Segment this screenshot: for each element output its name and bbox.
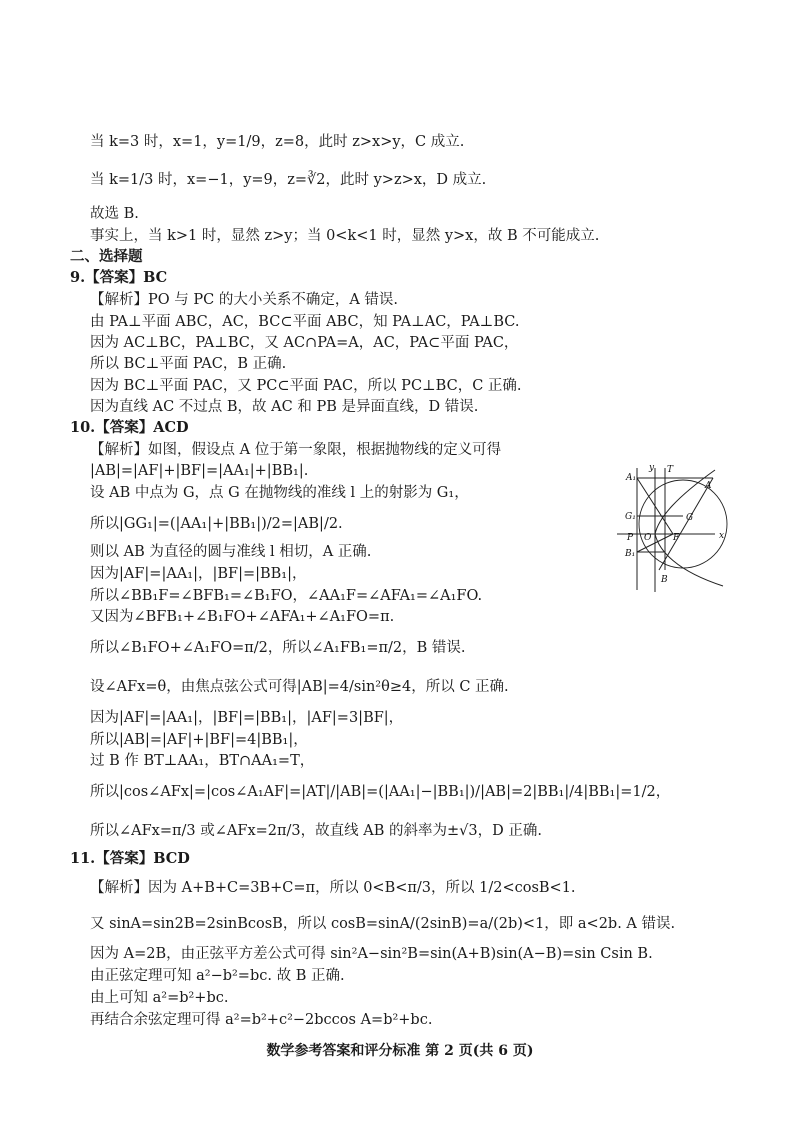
text-line: 当 k=1/3 时，x=−1，y=9，z=∛2，此时 y>z>x，D 成立. [90, 172, 487, 188]
label-t: T [667, 465, 674, 475]
text-line: 又 sinA=sin2B=2sinBcosB，所以 cosB=sinA/(2sinB)=a/(2b)<1，即 a<2b. A 错误. [90, 916, 676, 932]
text-line: 【解析】PO 与 PC 的大小关系不确定，A 错误. [90, 292, 399, 308]
answer-label: 11.【答案】BCD [70, 850, 190, 867]
text-line: 所以∠AFx=π/3 或∠AFx=2π/3，故直线 AB 的斜率为±√3，D 正确. [90, 823, 542, 839]
answer-label: 10.【答案】ACD [70, 419, 189, 436]
text-line: 所以|cos∠AFx|=|cos∠A₁AF|=|AT|/|AB|=(|AA₁|−|BB₁|)/|AB|=2|BB₁|/4|BB₁|=1/2， [90, 784, 671, 800]
label-g: G [686, 513, 694, 523]
text-line: 所以|GG₁|=(|AA₁|+|BB₁|)/2=|AB|/2. [90, 516, 343, 532]
text-line: 【解析】因为 A+B+C=3B+C=π，所以 0<B<π/3，所以 1/2<cosB<1. [90, 880, 576, 896]
text-line: 再结合余弦定理可得 a²=b²+c²−2bccos A=b²+bc. [90, 1012, 433, 1028]
text-line: 因为 A=2B，由正弦平方差公式可得 sin²A−sin²B=sin(A+B)sin(A−B)=sin Csin B. [90, 946, 653, 962]
label-x: x [719, 531, 725, 541]
label-a: A [705, 481, 712, 491]
parabola-figure [615, 462, 740, 594]
text-line: 因为 BC⊥平面 PAC，又 PC⊂平面 PAC，所以 PC⊥BC，C 正确. [90, 378, 522, 394]
text-line: 则以 AB 为直径的圆与准线 l 相切，A 正确. [90, 544, 372, 560]
text-line: 所以|AB|=|AF|+|BF|=4|BB₁|， [90, 732, 308, 748]
label-b: B [661, 575, 668, 585]
text-line: 因为|AF|=|AA₁|，|BF|=|BB₁|，|AF|=3|BF|， [90, 710, 404, 726]
text-line: 又因为∠BFB₁+∠B₁FO+∠AFA₁+∠A₁FO=π. [90, 609, 395, 625]
text-line: 所以∠BB₁F=∠BFB₁=∠B₁FO，∠AA₁F=∠AFA₁=∠A₁FO. [90, 588, 483, 604]
text-line: 当 k=3 时，x=1，y=1/9，z=8，此时 z>x>y，C 成立. [90, 134, 465, 150]
text-line: 所以∠B₁FO+∠A₁FO=π/2，所以∠A₁FB₁=π/2，B 错误. [90, 640, 466, 656]
text-line: 【解析】如图，假设点 A 位于第一象限，根据抛物线的定义可得 [90, 442, 502, 458]
section-heading: 二、选择题 [70, 248, 143, 265]
circle-ab [639, 480, 727, 568]
text-line: 事实上，当 k>1 时，显然 z>y；当 0<k<1 时，显然 y>x，故 B 不可能成立. [90, 228, 600, 244]
label-p: P [627, 533, 634, 543]
text-line: 因为 AC⊥BC，PA⊥BC，又 AC∩PA=A，AC，PA⊂平面 PAC， [90, 335, 519, 351]
text-line: 设 AB 中点为 G，点 G 在抛物线的准线 l 上的射影为 G₁， [90, 485, 469, 501]
text-line: |AB|=|AF|+|BF|=|AA₁|+|BB₁|. [90, 463, 309, 479]
label-b1: B₁ [625, 549, 636, 559]
answer-label: 9.【答案】BC [70, 269, 168, 286]
text-line: 故选 B. [90, 206, 139, 222]
page-footer: 数学参考答案和评分标准 第 2 页(共 6 页) [266, 1043, 534, 1059]
text-line: 过 B 作 BT⊥AA₁，BT∩AA₁=T， [90, 753, 315, 769]
label-o: O [644, 533, 652, 543]
text-line: 所以 BC⊥平面 PAC，B 正确. [90, 356, 287, 372]
text-line: 由上可知 a²=b²+bc. [90, 990, 229, 1006]
text-line: 因为直线 AC 不过点 B，故 AC 和 PB 是异面直线，D 错误. [90, 399, 479, 415]
text-line: 由正弦定理可知 a²−b²=bc. 故 B 正确. [90, 968, 345, 984]
label-g1: G₁ [625, 512, 636, 522]
label-a1: A₁ [626, 473, 637, 483]
text-line: 设∠AFx=θ，由焦点弦公式可得|AB|=4/sin²θ≥4，所以 C 正确. [90, 679, 509, 695]
label-f: F [673, 533, 680, 543]
text-line: 因为|AF|=|AA₁|，|BF|=|BB₁|， [90, 566, 307, 582]
text-line: 由 PA⊥平面 ABC，AC，BC⊂平面 ABC，知 PA⊥AC，PA⊥BC. [90, 314, 520, 330]
label-y: y [649, 463, 655, 473]
